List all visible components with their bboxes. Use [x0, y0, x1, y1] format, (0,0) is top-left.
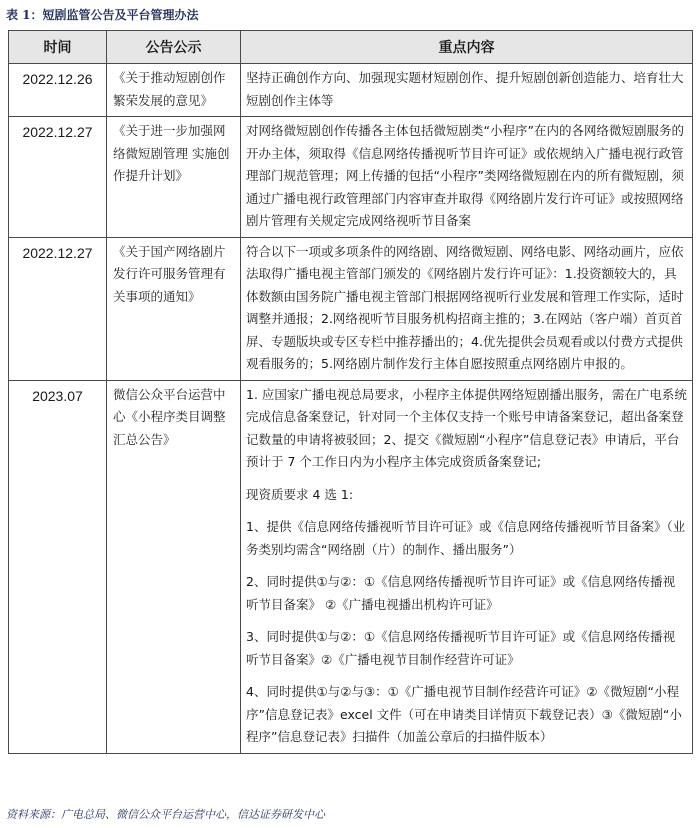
cell-notice: 《关于进一步加强网络微短剧管理 实施创作提升计划》	[107, 117, 241, 238]
cell-notice: 《关于推动短剧创作繁荣发展的意见》	[107, 64, 241, 117]
content-paragraph: 3、同时提供①与②：①《信息网络传播视听节目许可证》或《信息网络传播视听节目备案》②《广播电视节目制作经营许可证》	[246, 629, 676, 667]
table-caption: 表 1：短剧监管公告及平台管理办法	[6, 8, 199, 22]
header-content: 重点内容	[241, 31, 693, 64]
cell-content	[241, 64, 693, 117]
table-body	[9, 64, 693, 754]
table-row	[9, 237, 693, 380]
table-row	[9, 117, 693, 238]
cell-notice: 《关于国产网络剧片发行许可服务管理有关事项的通知》	[107, 237, 241, 380]
cell-time: 2022.12.26	[9, 64, 107, 117]
content-paragraph: 1. 应国家广播电视总局要求，小程序主体提供网络短剧播出服务，需在广电系统完成信息备案登记，针对同一个主体仅支持一个账号申请备案登记，超出备案登记数量的申请将被驳回；2、提交《微短剧“小程序”信息登记表》申请后，平台预计于 7 个工作日内为小程序主体完成资质备案登记;	[246, 386, 687, 469]
cell-time: 2023.07	[9, 380, 107, 753]
header-time: 时间	[9, 31, 107, 64]
content-paragraph: 对网络微短剧创作传播各主体包括微短剧类“小程序”在内的各网络微短剧服务的开办主体，须取得《信息网络传播视听节目许可证》或依规纳入广播电视行政管理部门规范管理；网上传播的包括“小程序”类网络微短剧在内的所有微短剧，须通过广播电视行政管理部门内容审查并取得《网络剧片发行许可证》或按照网络剧片管理有关规定完成网络视听节目备案	[246, 123, 684, 228]
cell-content	[241, 380, 693, 753]
source-note: 资料来源：广电总局、微信公众平台运营中心，信达证券研发中心	[6, 808, 325, 821]
header-notice: 公告公示	[107, 31, 241, 64]
table-header-row	[9, 31, 693, 64]
content-paragraph: 现资质要求 4 选 1:	[246, 486, 354, 502]
content-paragraph: 符合以下一项或多项条件的网络剧、网络微短剧、网络电影、网络动画片，应依法取得广播电视主管部门颁发的《网络剧片发行许可证》：1.投资额较大的，具体数额由国务院广播电视主管部门根据网络视听行业发展和管理工作实际，适时调整并通报；2.网络视听节目服务机构招商主推的；3.在网站（客户端）首页首屏、专题版块或专区专栏中推荐播出的；4.优先提供会员观看或以付费方式提供观看服务的；5.网络剧片制作发行主体自愿按照重点网络剧片申报的。	[246, 243, 684, 371]
cell-notice: 微信公众平台运营中心《小程序类目调整汇总公告》	[107, 380, 241, 753]
table-row	[9, 64, 693, 117]
content-paragraph: 4、同时提供①与②与③：①《广播电视节目制作经营许可证》②《微短剧“小程序”信息登记表》excel 文件（可在申请类目详情页下载登记表）③《微短剧“小程序”信息登记表》扫描件（加盖公章后的扫描件版本）	[246, 684, 682, 744]
content-paragraph: 1、提供《信息网络传播视听节目许可证》或《信息网络传播视听节目备案》（业务类别均需含“网络剧（片）的制作、播出服务”）	[246, 519, 686, 557]
cell-content	[241, 237, 693, 380]
content-paragraph: 坚持正确创作方向、加强现实题材短剧创作、提升短剧创新创造能力、培育壮大短剧创作主体等	[246, 70, 684, 108]
content-paragraph: 2、同时提供①与②：①《信息网络传播视听节目许可证》或《信息网络传播视听节目备案》 ②《广播电视播出机构许可证》	[246, 574, 676, 612]
cell-time: 2022.12.27	[9, 117, 107, 238]
regulation-table	[8, 30, 693, 754]
table-row	[9, 380, 693, 753]
cell-time: 2022.12.27	[9, 237, 107, 380]
cell-content	[241, 117, 693, 238]
